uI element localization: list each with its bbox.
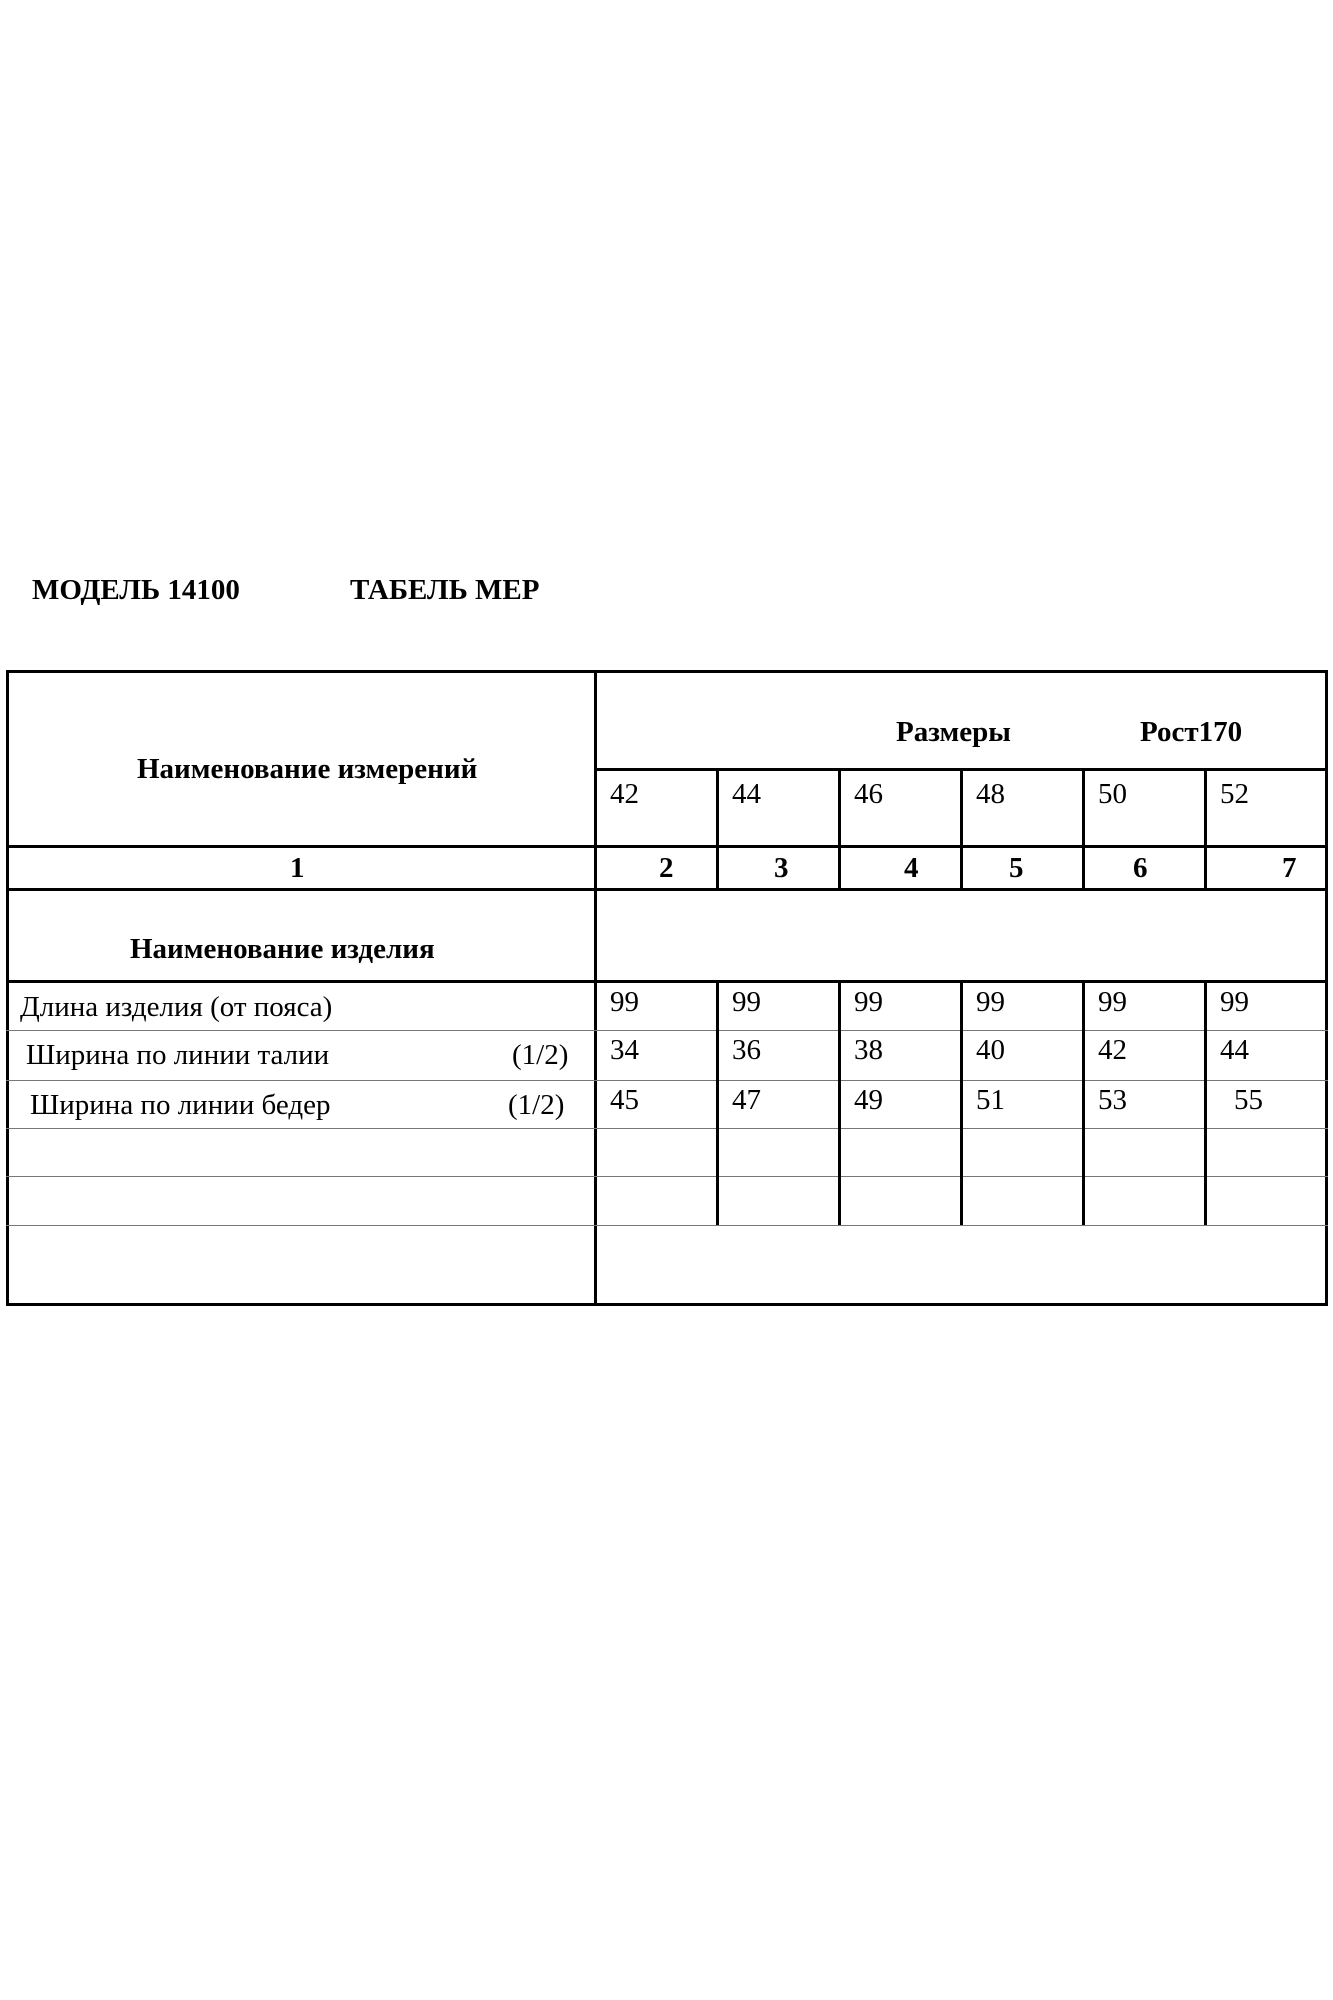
column-number-6: 6 bbox=[1133, 852, 1148, 884]
measurement-table bbox=[6, 670, 1328, 1306]
row-value: 99 bbox=[1220, 986, 1249, 1018]
row-value: 99 bbox=[854, 986, 883, 1018]
product-header: Наименование изделия bbox=[130, 933, 435, 965]
row-value: 42 bbox=[1098, 1034, 1127, 1066]
size-46: 46 bbox=[854, 778, 883, 810]
row-label: Ширина по линии бедер bbox=[30, 1089, 331, 1121]
height-label: Рост170 bbox=[1140, 716, 1243, 748]
row-value: 99 bbox=[732, 986, 761, 1018]
table-title: ТАБЕЛЬ МЕР bbox=[350, 574, 540, 606]
row-value: 40 bbox=[976, 1034, 1005, 1066]
column-number-1: 1 bbox=[290, 852, 305, 884]
row-value: 99 bbox=[976, 986, 1005, 1018]
size-52: 52 bbox=[1220, 778, 1249, 810]
row-value: 45 bbox=[610, 1084, 639, 1116]
column-number-3: 3 bbox=[774, 852, 789, 884]
row-value: 99 bbox=[1098, 986, 1127, 1018]
row-suffix: (1/2) bbox=[508, 1089, 565, 1121]
size-50: 50 bbox=[1098, 778, 1127, 810]
sizes-label: Размеры bbox=[896, 716, 1011, 748]
size-42: 42 bbox=[610, 778, 639, 810]
size-48: 48 bbox=[976, 778, 1005, 810]
row-value: 53 bbox=[1098, 1084, 1127, 1116]
row-value: 47 bbox=[732, 1084, 761, 1116]
row-label: Длина изделия (от пояса) bbox=[20, 991, 333, 1023]
row-value: 49 bbox=[854, 1084, 883, 1116]
column-number-2: 2 bbox=[659, 852, 674, 884]
row-value: 99 bbox=[610, 986, 639, 1018]
column-number-5: 5 bbox=[1009, 852, 1024, 884]
row-value: 51 bbox=[976, 1084, 1005, 1116]
row-value: 44 bbox=[1220, 1034, 1249, 1066]
row-value: 36 bbox=[732, 1034, 761, 1066]
row-suffix: (1/2) bbox=[512, 1039, 569, 1071]
size-44: 44 bbox=[732, 778, 761, 810]
measure-header: Наименование измерений bbox=[137, 753, 478, 785]
model-title: МОДЕЛЬ 14100 bbox=[32, 574, 240, 606]
column-number-4: 4 bbox=[904, 852, 919, 884]
row-label: Ширина по линии талии bbox=[26, 1039, 330, 1071]
column-number-7: 7 bbox=[1282, 852, 1297, 884]
row-value: 55 bbox=[1234, 1084, 1263, 1116]
row-value: 38 bbox=[854, 1034, 883, 1066]
row-value: 34 bbox=[610, 1034, 639, 1066]
